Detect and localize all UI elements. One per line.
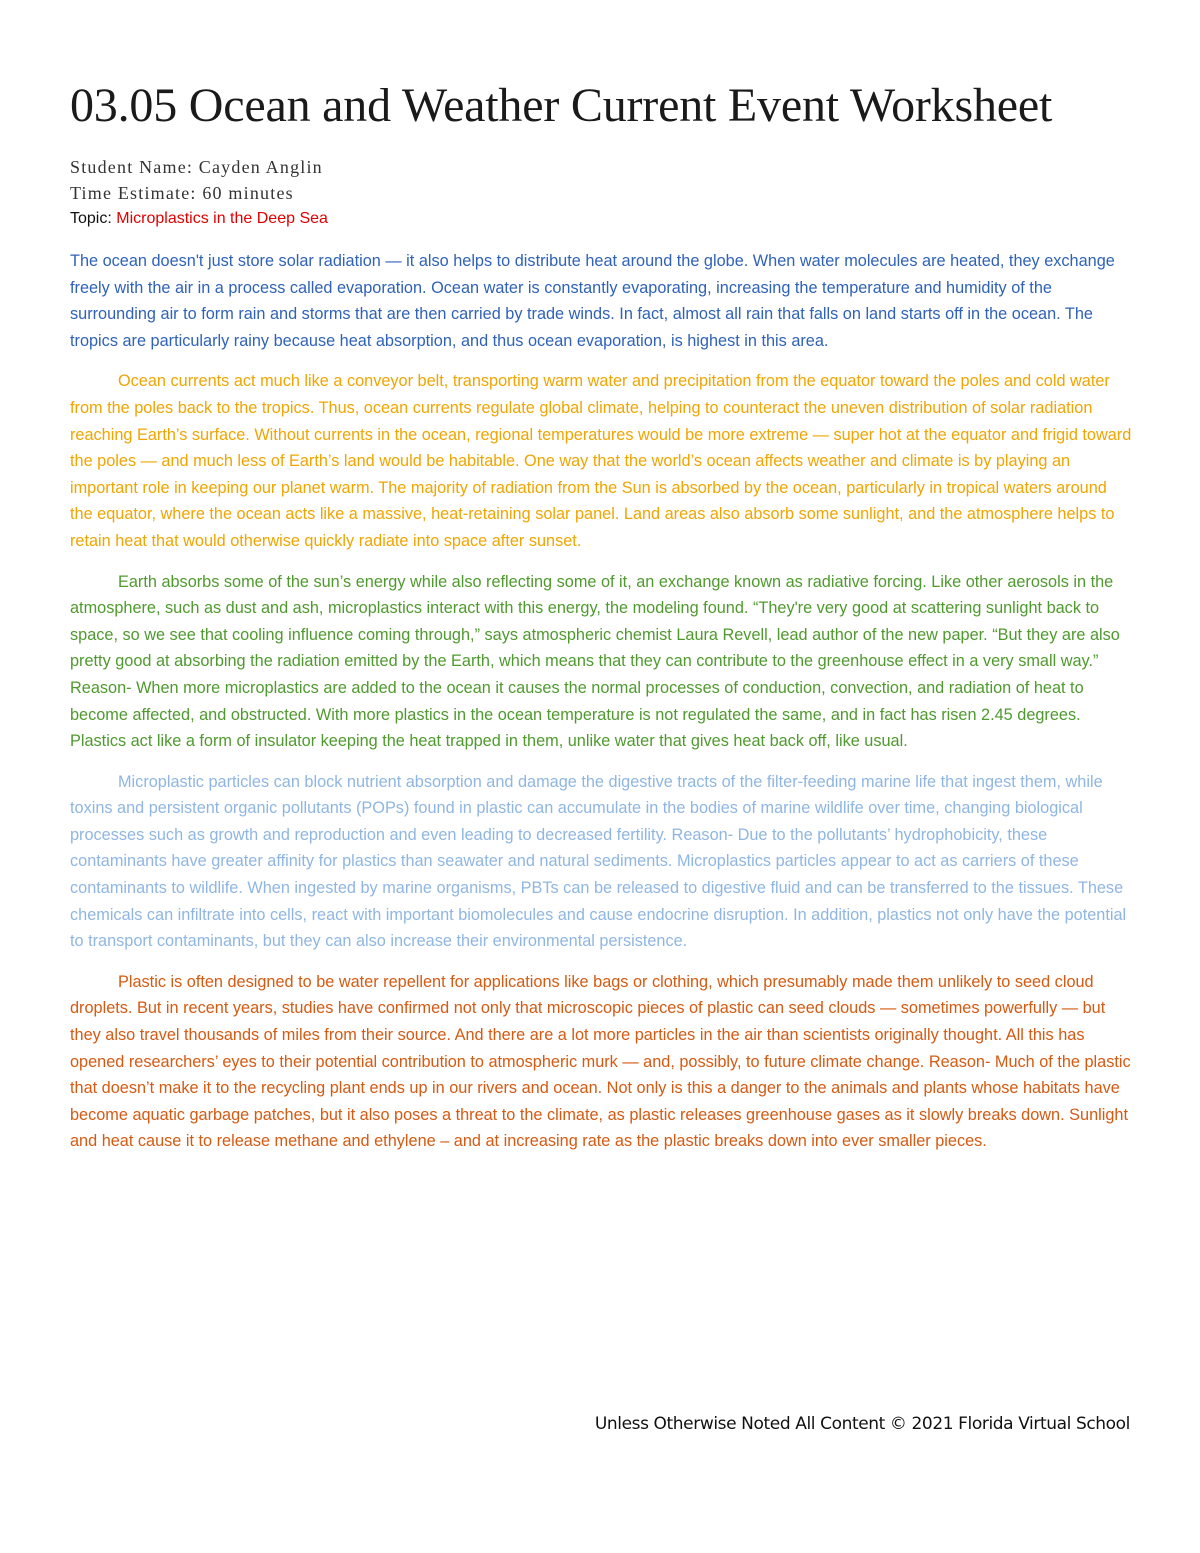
time-estimate: Time Estimate: 60 minutes [70,183,294,203]
topic-value: Microplastics in the Deep Sea [116,210,328,227]
paragraph-radiative-forcing: Earth absorbs some of the sun’s energy while also reflecting some of it, an exchange known as radiative forcing. Like other aerosols in the atmosphere, such as dust and ash, microplastics interact with this energy, the modeling found. “They're very good at scattering sunlight back to space, so we see that cooling influence coming through,” says atmospheric chemist Laura Revell, lead author of the new paper. “But they are also pretty good at absorbing the radiation emitted by the Earth, which means that they can contribute to the greenhouse effect in a very small way.” Reason- When more microplastics are added to the ocean it causes the normal processes of conduction, convection, and radiation of heat to become affected, and obstructed. With more plastics in the ocean temperature is not regulated the same, and in fact has risen 2.45 degrees. Plastics act like a form of insulator keeping the heat trapped in them, unlike water that gives heat back off, like usual. [70,572,1120,751]
topic-label: Topic: [70,210,117,227]
worksheet-page [70,78,1132,1169]
paragraph-evaporation: The ocean doesn't just store solar radiation — it also helps to distribute heat around the globe. When water molecules are heated, they exchange freely with the air in a process called evaporation. Ocean water is constantly evaporating, increasing the temperature and humidity of the surrounding air to form rain and storms that are then carried by trade winds. In fact, almost all rain that falls on land starts off in the ocean. The tropics are particularly rainy because heat absorption, and thus ocean evaporation, is highest in this area. [70,252,1115,350]
paragraph-marine-life: Microplastic particles can block nutrient absorption and damage the digestive tracts of the filter-feeding marine life that ingest them, while toxins and persistent organic pollutants (POPs) found in plastic can accumulate in the bodies of marine wildlife over time, changing biological processes such as growth and reproduction and even leading to decreased fertility. Reason- Due to the pollutants’ hydrophobicity, these contaminants have greater affinity for plastics than seawater and natural sediments. Microplastics particles appear to act as carriers of these contaminants to wildlife. When ingested by marine organisms, PBTs can be released to digestive fluid and can be transferred to the tissues. These chemicals can infiltrate into cells, react with important biomolecules and cause endocrine disruption. In addition, plastics not only have the potential to transport contaminants, but they can also increase their environmental persistence. [70,772,1127,951]
student-name: Student Name: Cayden Anglin [70,157,323,177]
copyright-footer: Unless Otherwise Noted All Content © 2021 Florida Virtual School [594,1414,1130,1434]
paragraph-ocean-currents: Ocean currents act much like a conveyor belt, transporting warm water and precipitation from the equator toward the poles and cold water from the poles back to the tropics. Thus, ocean currents regulate global climate, helping to counteract the uneven distribution of solar radiation reaching Earth’s surface. Without currents in the ocean, regional temperatures would be more extreme — super hot at the equator and frigid toward the poles — and much less of Earth’s land would be habitable. One way that the world’s ocean affects weather and climate is by playing an important role in keeping our planet warm. The majority of radiation from the Sun is absorbed by the ocean, particularly in tropical waters around the equator, where the ocean acts like a massive, heat-retaining solar panel. Land areas also absorb some sunlight, and the atmosphere helps to retain heat that would otherwise quickly radiate into space after sunset. [70,372,1132,550]
page-title: 03.05 Ocean and Weather Current Event Worksheet [70,79,1053,132]
topic-line [70,206,1132,232]
paragraph-cloud-seeding: Plastic is often designed to be water repellent for applications like bags or clothing, which presumably made them unlikely to seed cloud droplets. But in recent years, studies have confirmed not only that microscopic pieces of plastic can seed clouds — sometimes powerfully — but they also travel thousands of miles from their source. And there are a lot more particles in the air than scientists originally thought. All this has opened researchers’ eyes to their potential contribution to atmospheric murk — and, possibly, to future climate change. Reason- Much of the plastic that doesn’t make it to the recycling plant ends up in our rivers and ocean. Not only is this a danger to the animals and plants whose habitats have become aquatic garbage patches, but it also poses a threat to the climate, as plastic releases greenhouse gases as it slowly breaks down. Sunlight and heat cause it to release methane and ethylene – and at increasing rate as the plastic breaks down into ever smaller pieces. [70,972,1131,1151]
